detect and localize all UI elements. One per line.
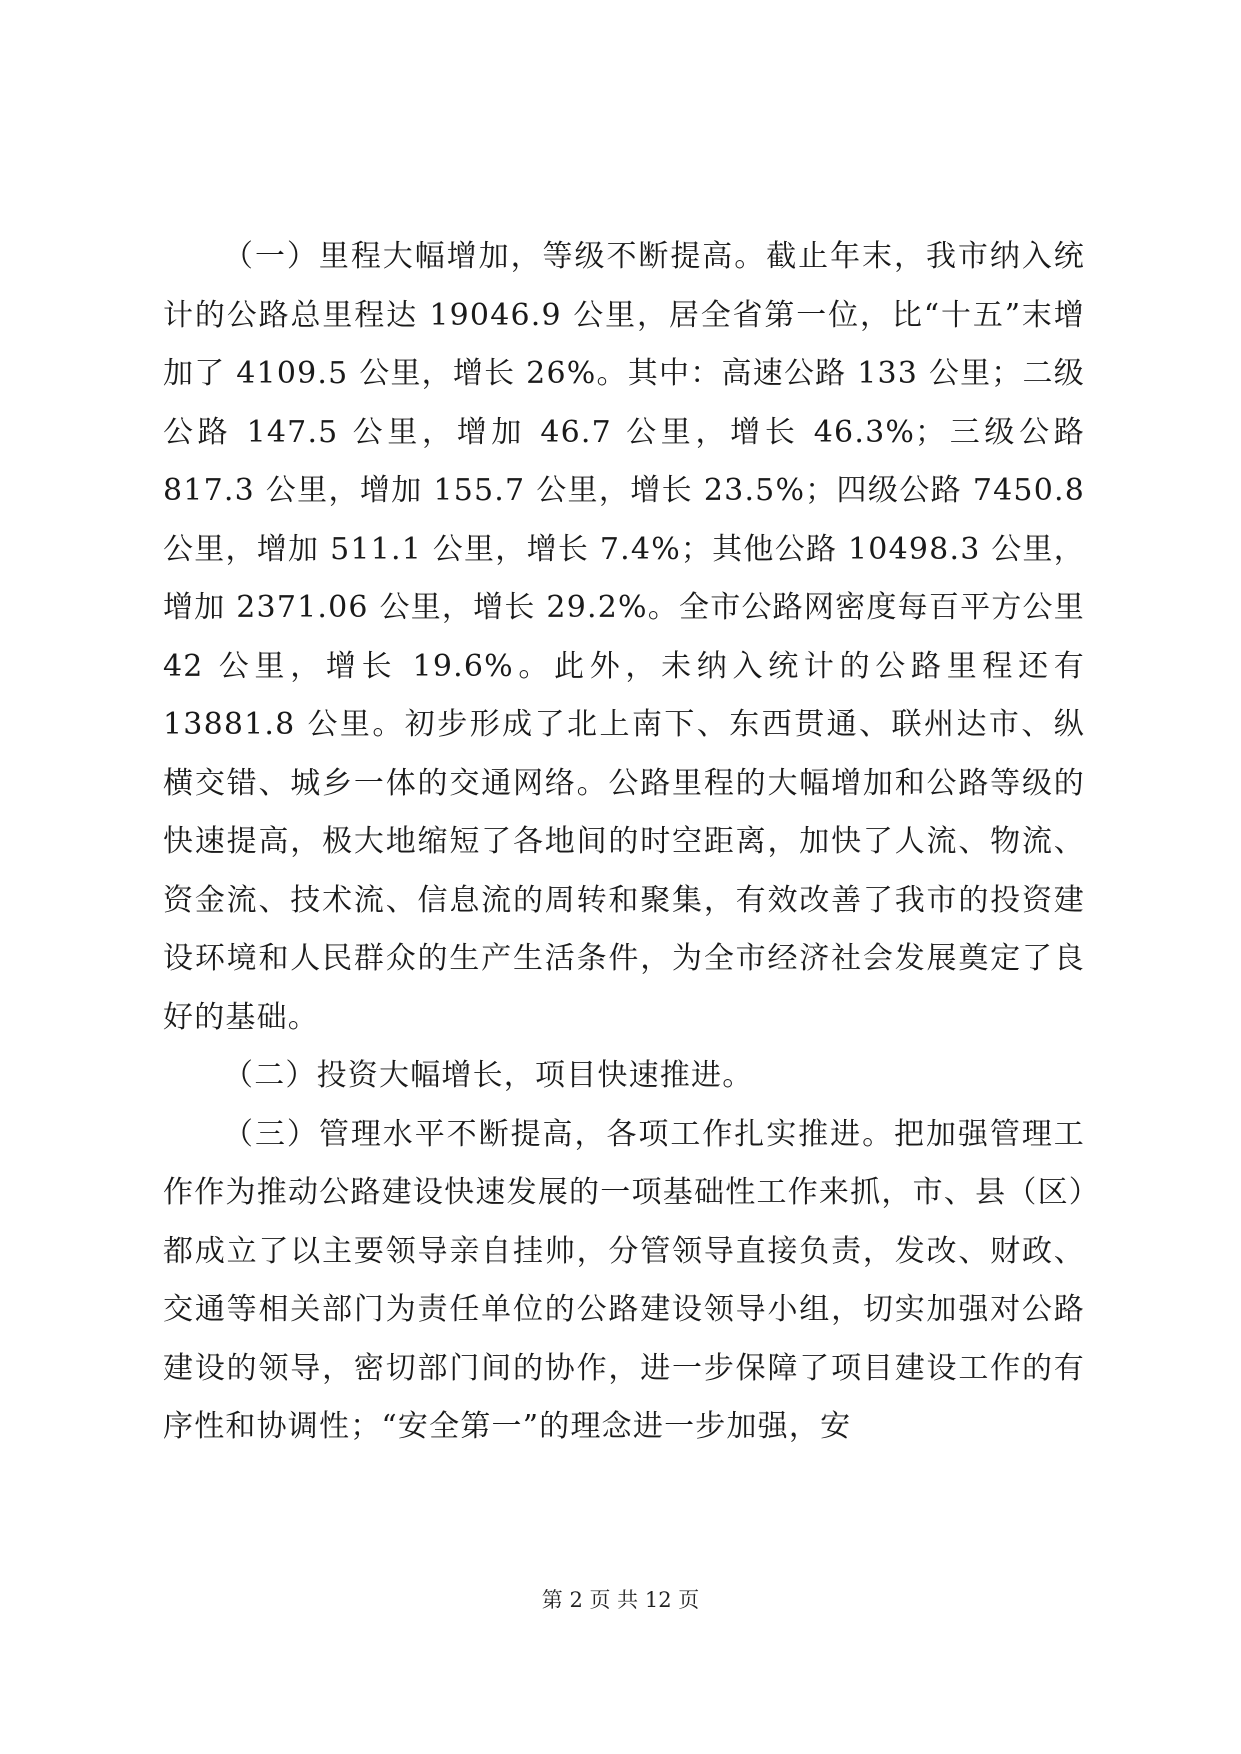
paragraph-investment: （二）投资大幅增长，项目快速推进。 <box>223 1058 754 1093</box>
paragraph-mileage: （一）里程大幅增加，等级不断提高。截止年末，我市纳入统计的公路总里程达 19046.9 公里，居全省第一位，比“十五”末增加了 4109.5 公里，增长 26%。其中：高速公路 133 公里；二级公路 147.5 公里，增加 46.7 公里，增长 46.3%；三级公路817.3 公里，增加 155.7 公里，增长 23.5%；四级公路 7450.8 公里，增加 511.1 公里，增长 7.4%；其他公路 10498.3 公里，增加 2371.06 公里，增长 29.2%。全市公路网密度每百平方公里 42 公里，增长 19.6%。此外，未纳入统计的公路里程还有 13881.8 公里。初步形成了北上南下、东西贯通、联州达市、纵横交错、城乡一体的交通网络。公路里程的大幅增加和公路等级的快速提高，极大地缩短了各地间的时空距离，加快了人流、物流、资金流、技术流、信息流的周转和聚集，有效改善了我市的投资建设环境和人民群众的生产生活条件，为全市经济社会发展奠定了良好的基础。 <box>163 239 1085 1035</box>
body-text <box>163 228 1085 1457</box>
page-footer: 第 2 页 共 12 页 <box>541 1588 700 1612</box>
paragraph-management: （三）管理水平不断提高，各项工作扎实推进。把加强管理工作作为推动公路建设快速发展的一项基础性工作来抓，市、县（区）都成立了以主要领导亲自挂帅，分管领导直接负责，发改、财政、交通等相关部门为责任单位的公路建设领导小组，切实加强对公路建设的领导，密切部门间的协作，进一步保障了项目建设工作的有序性和协调性；“安全第一”的理念进一步加强，安 <box>163 1116 1085 1444</box>
